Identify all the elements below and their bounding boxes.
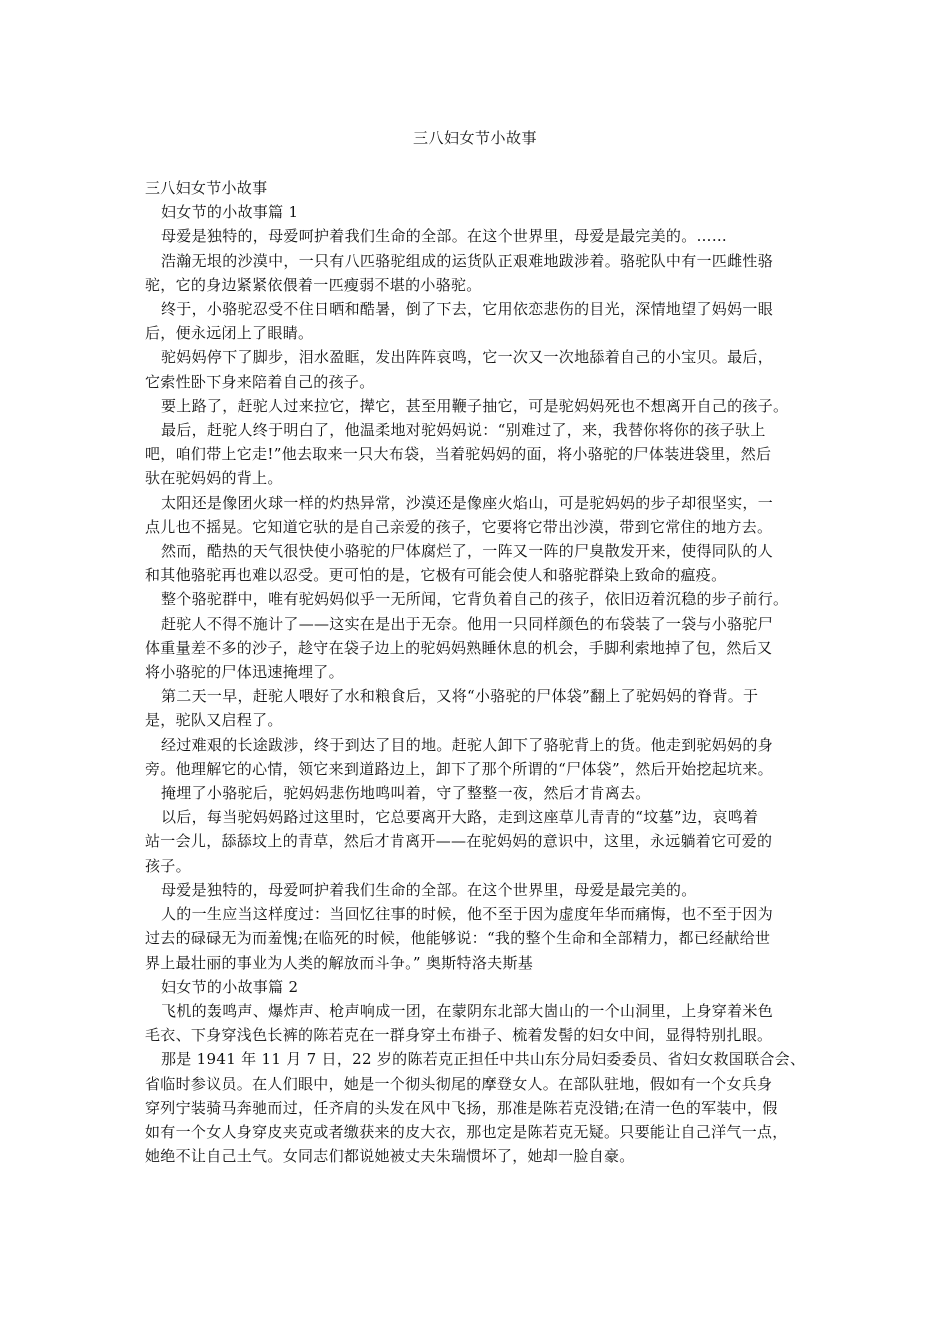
text-line: 太阳还是像团火球一样的灼热异常，沙漠还是像座火焰山，可是驼妈妈的步子却很坚实，一: [161, 493, 774, 512]
document-title: 三八妇女节小故事: [412, 129, 537, 147]
text-line: 最后，赶驼人终于明白了，他温柔地对驼妈妈说：“别难过了，来，我替你将你的孩子驮上: [161, 421, 766, 440]
text-line: 人的一生应当这样度过：当回忆往事的时候，他不至于因为虚度年华而痛悔，也不至于因为: [161, 905, 774, 924]
text-line: 整个骆驼群中，唯有驼妈妈似乎一无所闻，它背负着自己的孩子，依旧迈着沉稳的步子前行。: [161, 590, 789, 609]
text-line: 母爱是独特的，母爱呵护着我们生命的全部。在这个世界里，母爱是最完美的。……: [161, 227, 728, 246]
text-line: 它索性卧下身来陪着自己的孩子。: [145, 372, 375, 391]
text-line: 和其他骆驼再也难以忍受。更可怕的是，它极有可能会使人和骆驼群染上致命的瘟疫。: [145, 566, 727, 585]
text-line: 那是 1941 年 11 月 7 日，22 岁的陈若克正担任中共山东分局妇委委员、省妇女救国联合会、: [161, 1050, 806, 1069]
text-line: 赶驼人不得不施计了——这实在是出于无奈。他用一只同样颜色的布袋装了一袋与小骆驼尸: [161, 614, 774, 633]
text-line: 经过难艰的长途跋涉，终于到达了目的地。赶驼人卸下了骆驼背上的货。他走到驼妈妈的身: [161, 735, 774, 754]
text-line: 站一会儿，舔舔坟上的青草，然后才肯离开——在驼妈妈的意识中，这里，永远躺着它可爱的: [145, 832, 773, 851]
text-line: 然而，酷热的天气很快使小骆驼的尸体腐烂了，一阵又一阵的尸臭散发开来，使得同队的人: [161, 542, 774, 561]
text-line: 将小骆驼的尸体迅速掩埋了。: [145, 663, 344, 682]
text-line: 母爱是独特的，母爱呵护着我们生命的全部。在这个世界里，母爱是最完美的。: [161, 880, 697, 899]
text-line: 要上路了，赶驼人过来拉它，撵它，甚至用鞭子抽它，可是驼妈妈死也不想离开自己的孩子。: [161, 396, 789, 415]
text-line: 飞机的轰鸣声、爆炸声、枪声响成一团，在蒙阴东北部大崮山的一个山洞里，上身穿着米色: [161, 1001, 774, 1020]
text-line: 体重量差不多的沙子，趁守在袋子边上的驼妈妈熟睡休息的机会，手脚利索地掉了包，然后又: [145, 638, 773, 657]
text-line: 点儿也不摇晃。它知道它驮的是自己亲爱的孩子，它要将它带出沙漠，带到它常住的地方去。: [145, 517, 773, 536]
text-line: 省临时参议员。在人们眼中，她是一个彻头彻尾的摩登女人。在部队驻地，假如有一个女兵身: [145, 1074, 773, 1093]
document-body: [145, 176, 813, 1168]
text-line: 驼妈妈停下了脚步，泪水盈眶，发出阵阵哀鸣，它一次又一次地舔着自己的小宝贝。最后，: [161, 348, 774, 367]
text-line: 她绝不让自己土气。女同志们都说她被丈夫朱瑞惯坏了，她却一脸自豪。: [145, 1147, 635, 1166]
text-line: 界上最壮丽的事业为人类的解放而斗争。” 奥斯特洛夫斯基: [145, 953, 534, 972]
text-line: 浩瀚无垠的沙漠中，一只有八匹骆驼组成的运货队正艰难地跋涉着。骆驼队中有一匹雌性骆: [161, 251, 774, 270]
text-line: 驮在驼妈妈的背上。: [145, 469, 283, 488]
text-line: 三八妇女节小故事: [145, 179, 268, 197]
text-line: 掩埋了小骆驼后，驼妈妈悲伤地鸣叫着，守了整整一夜，然后才肯离去。: [161, 784, 651, 803]
text-line: 第二天一早，赶驼人喂好了水和粮食后，又将“小骆驼的尸体袋”翻上了驼妈妈的脊背。于: [161, 687, 759, 706]
text-line: 妇女节的小故事篇 2: [161, 977, 299, 996]
text-line: 孩子。: [145, 856, 191, 875]
text-line: 过去的碌碌无为而羞愧;在临死的时候，他能够说：“我的整个生命和全部精力，都已经献给世: [145, 929, 771, 948]
text-line: 吧，咱们带上它走!”他去取来一只大布袋，当着驼妈妈的面，将小骆驼的尸体装进袋里，然后: [145, 445, 772, 464]
text-line: 如有一个女人身穿皮夹克或者缴获来的皮大衣，那也定是陈若克无疑。只要能让自己洋气一点，: [145, 1122, 788, 1141]
text-line: 毛衣、下身穿浅色长裤的陈若克在一群身穿土布褂子、梳着发髻的妇女中间，显得特别扎眼。: [145, 1026, 773, 1045]
text-line: 是，驼队又启程了。: [145, 711, 283, 730]
text-line: 妇女节的小故事篇 1: [161, 203, 299, 222]
text-line: 旁。他理解它的心情，领它来到道路边上，卸下了那个所谓的“尸体袋”，然后开始挖起坑来。: [145, 759, 773, 778]
text-line: 穿列宁装骑马奔驰而过，任齐肩的头发在风中飞扬，那准是陈若克没错;在清一色的军装中，假: [145, 1098, 778, 1117]
text-line: 终于，小骆驼忍受不住日晒和酷暑，倒了下去，它用依恋悲伤的目光，深情地望了妈妈一眼: [161, 300, 774, 319]
text-line: 后，便永远闭上了眼睛。: [145, 324, 314, 343]
text-line: 驼，它的身边紧紧依偎着一匹瘦弱不堪的小骆驼。: [145, 275, 482, 294]
text-line: 以后，每当驼妈妈路过这里时，它总要离开大路，走到这座草儿青青的“坟墓”边，哀鸣着: [161, 808, 759, 827]
